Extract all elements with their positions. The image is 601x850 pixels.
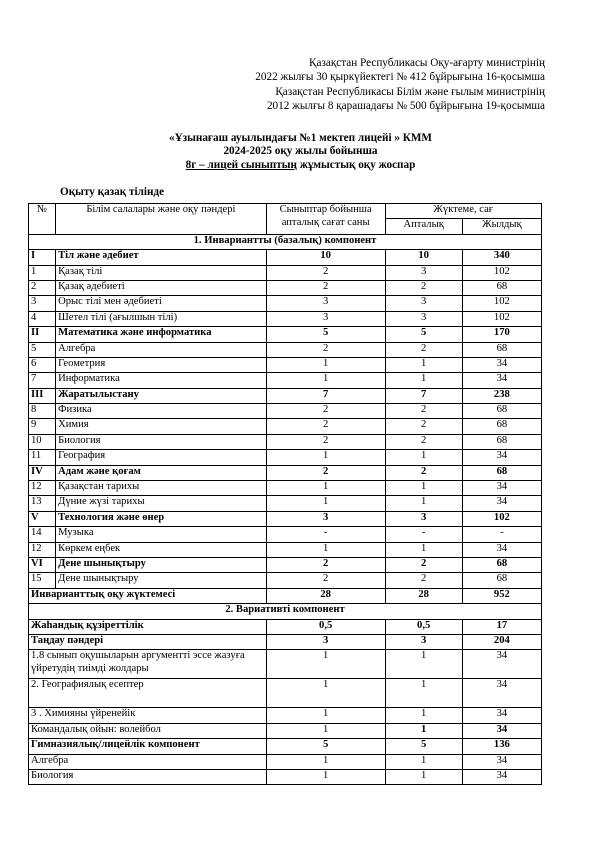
weekly-hours: 1: [266, 450, 385, 465]
weekly-load: 2: [385, 342, 462, 357]
weekly-load: 2: [385, 404, 462, 419]
weekly-hours: 10: [266, 250, 385, 265]
section-variative: [29, 604, 542, 619]
weekly-load: 1: [385, 650, 462, 679]
document-title: [0, 132, 601, 172]
subject-name: Физика: [56, 404, 267, 419]
annual-load: 34: [462, 754, 541, 769]
annual-load: 102: [462, 296, 541, 311]
row-number: 15: [29, 573, 56, 588]
weekly-load: 1: [385, 708, 462, 723]
header-line: 2022 жылғы 30 қыркүйектегі № 412 бұйрығына 16-қосымша: [255, 71, 545, 84]
weekly-load: 3: [385, 511, 462, 526]
annual-load: 952: [462, 588, 541, 603]
subject-name: Геометрия: [56, 357, 267, 372]
weekly-load: 1: [385, 723, 462, 738]
subject-name: Тіл және әдебиет: [56, 250, 267, 265]
annual-load: 34: [462, 450, 541, 465]
weekly-load: 2: [385, 465, 462, 480]
table-row: [29, 404, 542, 419]
subject-name: Жаратылыстану: [56, 388, 267, 403]
order-header: [255, 56, 545, 114]
subject-name: 3 . Химияны үйренейік: [29, 708, 267, 723]
annual-load: -: [462, 527, 541, 542]
weekly-load: 1: [385, 754, 462, 769]
weekly-hours: 3: [266, 634, 385, 649]
row-number: 1: [29, 265, 56, 280]
weekly-load: 2: [385, 280, 462, 295]
table-row: [29, 357, 542, 372]
subject-name: 1.8 сынып оқушыларын аргументті эссе жазуға үйретудің тиімді жолдары: [29, 650, 267, 679]
subject-name: Информатика: [56, 373, 267, 388]
subject-name: Алгебра: [29, 754, 267, 769]
table-row: [29, 311, 542, 326]
table-row: [29, 573, 542, 588]
table-row-area: [29, 465, 542, 480]
table-row: [29, 450, 542, 465]
subject-name: 2. Географиялық есептер: [29, 679, 267, 708]
header-load: Жүктеме, сағ: [385, 204, 541, 219]
subtitle-rest: жұмыстық оқу жоспар: [296, 158, 416, 171]
subject-name: Қазақ әдебиеті: [56, 280, 267, 295]
annual-load: 170: [462, 327, 541, 342]
subject-name: Музыка: [56, 527, 267, 542]
annual-load: 102: [462, 511, 541, 526]
weekly-hours: 0,5: [266, 619, 385, 634]
table-row: [29, 373, 542, 388]
weekly-load: 2: [385, 557, 462, 572]
subject-name: Химия: [56, 419, 267, 434]
subject-name: Қазақстан тарихы: [56, 481, 267, 496]
annual-load: 34: [462, 769, 541, 784]
row-number: I: [29, 250, 56, 265]
row-number: 6: [29, 357, 56, 372]
annual-load: 68: [462, 419, 541, 434]
table-row: [29, 679, 542, 708]
row-number: VI: [29, 557, 56, 572]
row-number: 7: [29, 373, 56, 388]
weekly-hours: 2: [266, 419, 385, 434]
row-number: 5: [29, 342, 56, 357]
annual-load: 68: [462, 280, 541, 295]
table-row: [29, 708, 542, 723]
weekly-load: 1: [385, 450, 462, 465]
annual-load: 68: [462, 573, 541, 588]
subject-name: Математика және информатика: [56, 327, 267, 342]
row-number: 9: [29, 419, 56, 434]
table-row: [29, 265, 542, 280]
table-row: [29, 723, 542, 738]
subject-name: Алгебра: [56, 342, 267, 357]
weekly-hours: 1: [266, 754, 385, 769]
table-row: [29, 634, 542, 649]
weekly-hours: 2: [266, 465, 385, 480]
annual-load: 238: [462, 388, 541, 403]
subject-name: Биология: [29, 769, 267, 784]
row-number: 2: [29, 280, 56, 295]
weekly-load: 1: [385, 542, 462, 557]
table-row: [29, 434, 542, 449]
weekly-load: 1: [385, 373, 462, 388]
weekly-hours: 2: [266, 265, 385, 280]
weekly-hours: 3: [266, 296, 385, 311]
table-row-area: [29, 388, 542, 403]
weekly-load: 28: [385, 588, 462, 603]
annual-load: 204: [462, 634, 541, 649]
section-title: 1. Инвариантты (базалық) компонент: [29, 234, 542, 249]
plan-subtitle: [0, 159, 601, 172]
header-weekly: Апталық: [385, 219, 462, 234]
row-number: 8: [29, 404, 56, 419]
weekly-load: 1: [385, 481, 462, 496]
table-row: [29, 481, 542, 496]
table-row: [29, 296, 542, 311]
weekly-load: 1: [385, 496, 462, 511]
weekly-hours: 1: [266, 357, 385, 372]
weekly-hours: 28: [266, 588, 385, 603]
annual-load: 102: [462, 311, 541, 326]
table-row-area: [29, 557, 542, 572]
weekly-hours: 1: [266, 708, 385, 723]
weekly-load: 2: [385, 434, 462, 449]
row-number: III: [29, 388, 56, 403]
title-line: «Ұзынағаш ауылындағы №1 мектеп лицейі » КММ: [168, 132, 432, 144]
subject-name: Таңдау пәндері: [29, 634, 267, 649]
subject-name: Көркем еңбек: [56, 542, 267, 557]
weekly-load: 2: [385, 573, 462, 588]
weekly-hours: 3: [266, 511, 385, 526]
row-number: II: [29, 327, 56, 342]
annual-load: 136: [462, 739, 541, 754]
section-invariant: [29, 234, 542, 249]
weekly-load: 3: [385, 296, 462, 311]
row-number: 14: [29, 527, 56, 542]
table-row-area: [29, 250, 542, 265]
table-row: [29, 342, 542, 357]
header-annual: Жылдық: [462, 219, 541, 234]
weekly-load: 10: [385, 250, 462, 265]
annual-load: 68: [462, 557, 541, 572]
annual-load: 34: [462, 373, 541, 388]
weekly-load: 3: [385, 265, 462, 280]
weekly-load: 5: [385, 327, 462, 342]
header-line: Қазақстан Республикасы Оқу-ағарту министрінің: [309, 57, 545, 69]
table-row: [29, 496, 542, 511]
weekly-hours: 3: [266, 311, 385, 326]
curriculum-table: [28, 203, 542, 785]
subject-name: Гимназиялық/лицейлік компонент: [29, 739, 267, 754]
subject-name: Шетел тілі (ағылшын тілі): [56, 311, 267, 326]
weekly-load: 3: [385, 311, 462, 326]
row-number: 3: [29, 296, 56, 311]
weekly-hours: 1: [266, 481, 385, 496]
annual-load: 34: [462, 723, 541, 738]
table-row: [29, 739, 542, 754]
weekly-hours: 2: [266, 557, 385, 572]
row-number: 4: [29, 311, 56, 326]
row-number: 12: [29, 481, 56, 496]
weekly-hours: 1: [266, 769, 385, 784]
table-row: [29, 419, 542, 434]
weekly-hours: 2: [266, 573, 385, 588]
weekly-load: 2: [385, 419, 462, 434]
subject-name: Орыс тілі мен әдебиеті: [56, 296, 267, 311]
annual-load: 34: [462, 496, 541, 511]
weekly-hours: 7: [266, 388, 385, 403]
weekly-load: 1: [385, 679, 462, 708]
subject-name: Дене шынықтыру: [56, 557, 267, 572]
subject-name: Дене шынықтыру: [56, 573, 267, 588]
table-row: [29, 754, 542, 769]
subject-name: Технология және өнер: [56, 511, 267, 526]
total-label: Инварианттық оқу жүктемесі: [29, 588, 267, 603]
annual-load: 34: [462, 357, 541, 372]
weekly-load: 5: [385, 739, 462, 754]
header-number: №: [29, 204, 56, 235]
table-row: [29, 280, 542, 295]
annual-load: 68: [462, 434, 541, 449]
weekly-hours: 5: [266, 739, 385, 754]
weekly-load: 7: [385, 388, 462, 403]
annual-load: 17: [462, 619, 541, 634]
row-number: 11: [29, 450, 56, 465]
weekly-hours: 2: [266, 280, 385, 295]
table-row: [29, 542, 542, 557]
weekly-hours: 1: [266, 650, 385, 679]
weekly-hours: 1: [266, 373, 385, 388]
weekly-hours: 5: [266, 327, 385, 342]
subject-name: Жаһандық құзіреттілік: [29, 619, 267, 634]
table-row-area: [29, 511, 542, 526]
header-weekly-hours: Сыныптар бойынша апталық сағат саны: [266, 204, 385, 235]
title-line: 2024-2025 оқу жылы бойынша: [223, 145, 378, 158]
weekly-hours: 1: [266, 723, 385, 738]
weekly-hours: 1: [266, 496, 385, 511]
row-number: V: [29, 511, 56, 526]
weekly-hours: 1: [266, 542, 385, 557]
row-number: 10: [29, 434, 56, 449]
weekly-load: 1: [385, 357, 462, 372]
annual-load: 340: [462, 250, 541, 265]
annual-load: 102: [462, 265, 541, 280]
invariant-total-row: [29, 588, 542, 603]
subject-name: Адам және қоғам: [56, 465, 267, 480]
table-body: [29, 234, 542, 785]
table-row: [29, 527, 542, 542]
weekly-hours: 2: [266, 434, 385, 449]
row-number: 13: [29, 496, 56, 511]
class-name: 8г – лицей сыныптың: [185, 158, 297, 171]
weekly-hours: 2: [266, 404, 385, 419]
table-row-area: [29, 327, 542, 342]
weekly-load: -: [385, 527, 462, 542]
header-line: Қазақстан Республикасы Білім және ғылым министрінің: [275, 85, 545, 98]
weekly-load: 3: [385, 634, 462, 649]
annual-load: 34: [462, 481, 541, 496]
annual-load: 34: [462, 679, 541, 708]
subject-name: Қазақ тілі: [56, 265, 267, 280]
annual-load: 68: [462, 342, 541, 357]
annual-load: 68: [462, 404, 541, 419]
annual-load: 34: [462, 542, 541, 557]
section-title: 2. Вариативті компонент: [29, 604, 542, 619]
subject-name: Командалық ойын: волейбол: [29, 723, 267, 738]
header-line: 2012 жылғы 8 қарашадағы № 500 бұйрығына 19-қосымша: [266, 100, 545, 113]
subject-name: Биология: [56, 434, 267, 449]
annual-load: 34: [462, 708, 541, 723]
table-row: [29, 619, 542, 634]
row-number: 12: [29, 542, 56, 557]
weekly-load: 0,5: [385, 619, 462, 634]
weekly-hours: 2: [266, 342, 385, 357]
language-label: Оқыту қазақ тілінде: [60, 186, 165, 198]
subject-name: География: [56, 450, 267, 465]
table-row: [29, 650, 542, 679]
weekly-hours: -: [266, 527, 385, 542]
row-number: IV: [29, 465, 56, 480]
table-row: [29, 769, 542, 784]
annual-load: 68: [462, 465, 541, 480]
subject-name: Дүние жүзі тарихы: [56, 496, 267, 511]
header-subject: Білім салалары және оқу пәндері: [56, 204, 267, 235]
annual-load: 34: [462, 650, 541, 679]
weekly-hours: 1: [266, 679, 385, 708]
weekly-load: 1: [385, 769, 462, 784]
